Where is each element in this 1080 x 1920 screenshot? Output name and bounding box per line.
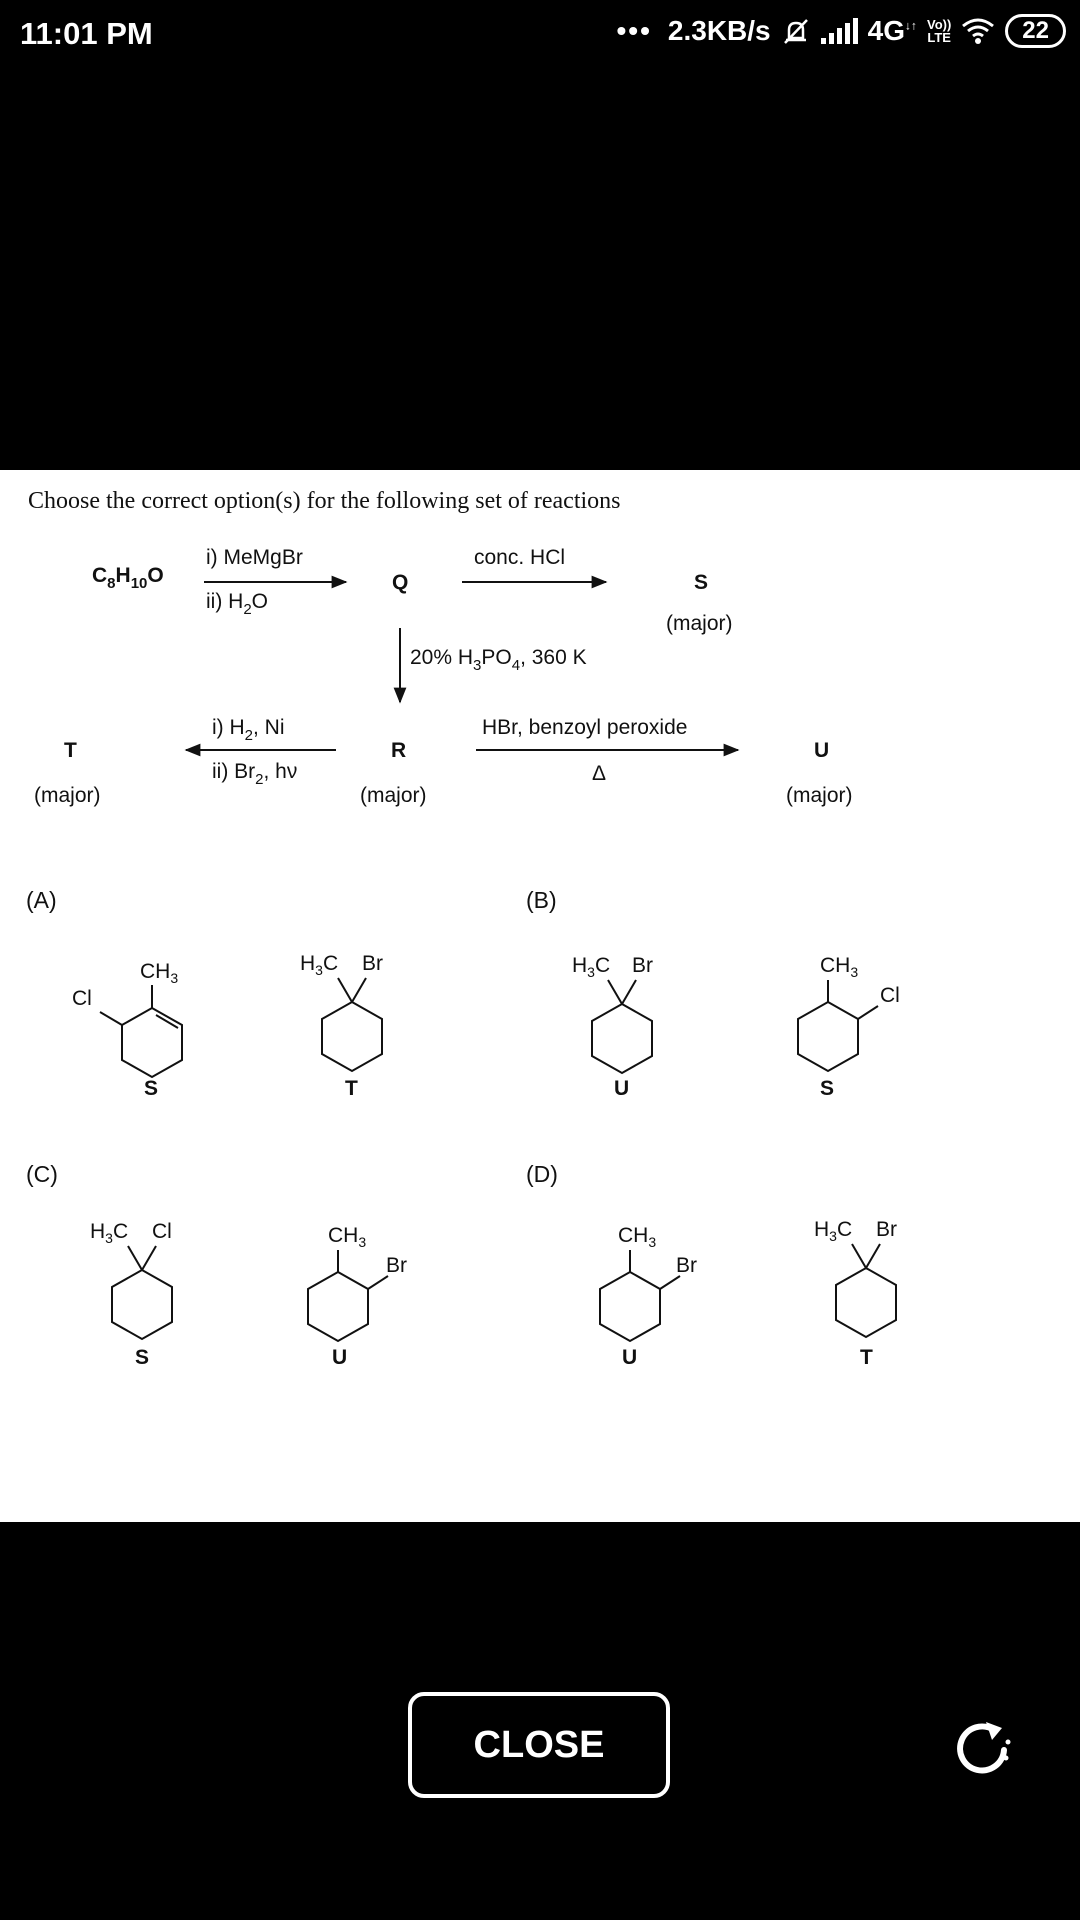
- network-type: 4G↓↑: [867, 15, 917, 46]
- reagent-h2o: ii) $H_2O$: [206, 590, 269, 618]
- svg-text:H3C: $H_3C$: [300, 952, 339, 978]
- svg-text:Br: Br: [876, 1218, 897, 1241]
- svg-text:H3C: $H_3C$: [90, 1220, 129, 1246]
- svg-text:Cl: Cl: [880, 984, 900, 1007]
- svg-text:CH3: $CH_3$: [618, 1224, 657, 1250]
- status-bar: [0, 0, 1080, 72]
- status-time: 11:01 PM: [20, 16, 153, 51]
- svg-text:S: S: [820, 1077, 835, 1100]
- svg-text:Cl: Cl: [152, 1220, 172, 1243]
- reactant-formula: $C_8H_{10}O$: [92, 564, 164, 592]
- svg-text:Br: Br: [632, 954, 653, 977]
- question-text: Choose the correct option(s) for the following set of reactions: [28, 488, 621, 514]
- svg-text:Br: Br: [386, 1254, 407, 1277]
- reaction-scheme: [0, 470, 1080, 1522]
- svg-text:U: U: [622, 1346, 638, 1369]
- question-image: [0, 470, 1080, 1522]
- status-icons: [616, 14, 1066, 48]
- svg-text:U: U: [332, 1346, 348, 1369]
- structure-C-U: [308, 1224, 407, 1369]
- svg-text:CH3: $CH_3$: [328, 1224, 367, 1250]
- reagent-br2: ii) $Br_2$, hν: [212, 760, 298, 788]
- U-major: (major): [786, 784, 853, 807]
- svg-text:S: S: [135, 1346, 150, 1369]
- structure-C-S: [90, 1220, 172, 1369]
- structure-A-S: [72, 960, 182, 1100]
- option-C: (C): [26, 1161, 58, 1187]
- svg-text:CH3: $CH_3$: [820, 954, 859, 980]
- compound-U: U: [814, 739, 830, 762]
- reagent-mgbr: i) MeMgBr: [206, 546, 303, 569]
- signal-icon: [821, 18, 858, 44]
- wifi-icon: [961, 17, 995, 45]
- reagent-hcl: conc. HCl: [474, 546, 566, 569]
- reagent-h3po4: 20% $H_3PO_4$, 360 K: [410, 646, 587, 674]
- battery-icon: 22: [1005, 14, 1066, 48]
- svg-text:CH3: $CH_3$: [140, 960, 179, 986]
- R-major: (major): [360, 784, 427, 807]
- close-button[interactable]: CLOSE: [408, 1692, 670, 1798]
- structure-D-U: [600, 1224, 697, 1369]
- structure-A-T: [300, 952, 383, 1100]
- svg-text:U: U: [614, 1077, 630, 1100]
- mute-icon: [781, 16, 811, 46]
- S-major: (major): [666, 612, 733, 635]
- volte-icon: Vo)) LTE: [926, 17, 952, 45]
- structure-B-S: [798, 954, 900, 1100]
- svg-text:Cl: Cl: [72, 987, 92, 1010]
- option-B: (B): [526, 887, 557, 913]
- more-dots: •••: [616, 15, 652, 46]
- compound-T: T: [64, 739, 77, 762]
- T-major: (major): [34, 784, 101, 807]
- structure-B-U: [572, 954, 653, 1100]
- structure-D-T: [814, 1218, 897, 1369]
- svg-text:Br: Br: [676, 1254, 697, 1277]
- svg-text:T: T: [860, 1346, 873, 1369]
- reagent-h2ni: i) $H_2$, Ni: [212, 716, 285, 744]
- net-speed: 2.3KB/s: [667, 15, 771, 46]
- svg-text:H3C: $H_3C$: [814, 1218, 853, 1244]
- reagent-hbr: HBr, benzoyl peroxide: [482, 716, 688, 739]
- reagent-delta: Δ: [592, 762, 607, 785]
- rotate-icon[interactable]: [950, 1714, 1014, 1778]
- svg-text:H3C: $H_3C$: [572, 954, 611, 980]
- svg-text:S: S: [144, 1077, 159, 1100]
- svg-text:Br: Br: [362, 952, 383, 975]
- option-D: (D): [526, 1161, 558, 1187]
- svg-text:T: T: [345, 1077, 358, 1100]
- option-A: (A): [26, 887, 57, 913]
- compound-Q: Q: [392, 571, 409, 594]
- compound-S: S: [694, 571, 709, 594]
- compound-R: R: [391, 739, 407, 762]
